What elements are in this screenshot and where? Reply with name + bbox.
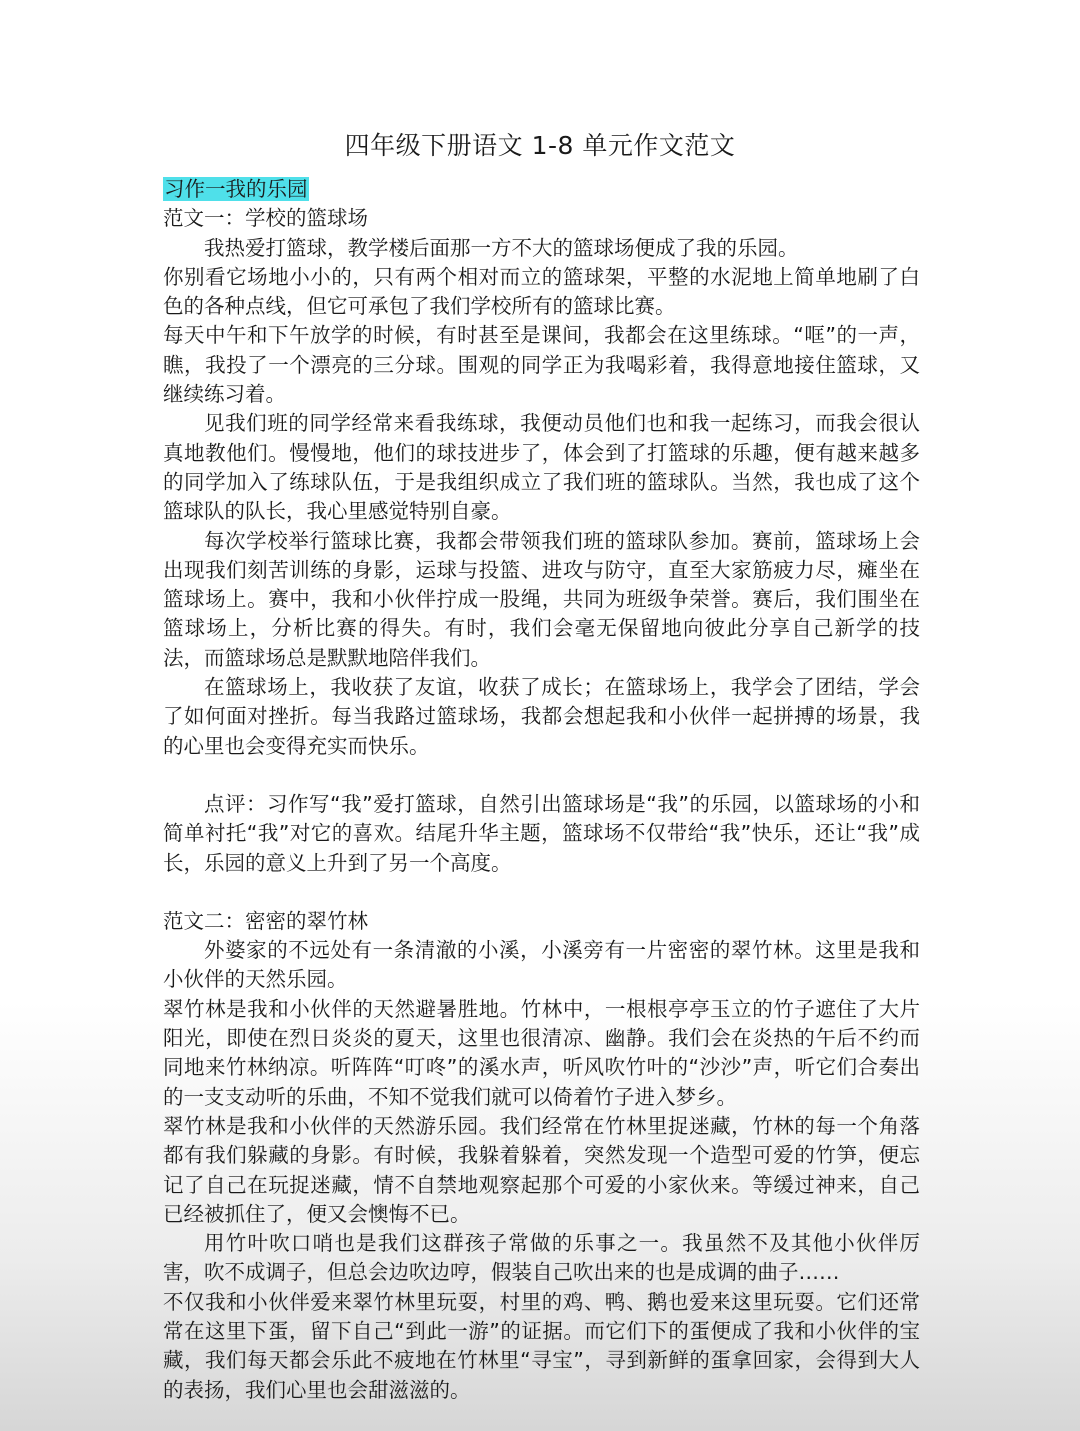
essay1-paragraph: 我热爱打篮球，教学楼后面那一方不大的篮球场便成了我的乐园。 [204, 235, 799, 260]
essay1-heading: 范文一：学校的篮球场 [163, 206, 368, 231]
essay1-paragraph: 每天中午和下午放学的时候，有时甚至是课间，我都会在这里练球。“哐”的一声，瞧，我投了一个漂亮的三分球。围观的同学正为我喝彩着，我得意地接住篮球，又继续练习着。 [163, 323, 920, 407]
essay2-heading: 范文二：密密的翠竹林 [163, 908, 368, 933]
spacer [163, 878, 920, 907]
essay1-comment: 点评：习作写“我”爱打篮球，自然引出篮球场是“我”的乐园，以篮球场的小和简单衬托“我”对它的喜欢。结尾升华主题，篮球场不仅带给“我”快乐，还让“我”成长，乐园的意义上升到了另一个高度。 [163, 791, 920, 875]
essay2-paragraph: 用竹叶吹口哨也是我们这群孩子常做的乐事之一。我虽然不及其他小伙伴厉害，吹不成调子，但总会边吹边哼，假装自己吹出来的也是成调的曲子…… [163, 1231, 920, 1285]
essay2-paragraph: 不仅我和小伙伴爱来翠竹林里玩耍，村里的鸡、鸭、鹅也爱来这里玩耍。它们还常常在这里下蛋，留下自己“到此一游”的证据。而它们下的蛋便成了我和小伙伴的宝藏，我们每天都会乐此不疲地在竹林里“寻宝”，寻到新鲜的蛋拿回家，会得到大人的表扬，我们心里也会甜滋滋的。 [163, 1289, 920, 1402]
spacer [163, 761, 920, 790]
essay2-paragraph: 翠竹林是我和小伙伴的天然游乐园。我们经常在竹林里捉迷藏，竹林的每一个角落都有我们躲藏的身影。有时候，我躲着躲着，突然发现一个造型可爱的竹笋，便忘记了自己在玩捉迷藏，情不自禁地观察起那个可爱的小家伙来。等缓过神来，自己已经被抓住了，便又会懊悔不已。 [163, 1113, 920, 1226]
essay2-paragraph: 外婆家的不远处有一条清澈的小溪，小溪旁有一片密密的翠竹林。这里是我和小伙伴的天然乐园。 [163, 938, 920, 992]
essay1-paragraph: 你别看它场地小小的，只有两个相对而立的篮球架，平整的水泥地上简单地刷了白色的各种点线，但它可承包了我们学校所有的篮球比赛。 [163, 264, 920, 319]
essay2-paragraph: 翠竹林是我和小伙伴的天然避暑胜地。竹林中，一根根亭亭玉立的竹子遮住了大片阳光，即使在烈日炎炎的夏天，这里也很清凉、幽静。我们会在炎热的午后不约而同地来竹林纳凉。听阵阵“叮咚”的溪水声，听风吹竹叶的“沙沙”声，听它们合奏出的一支支动听的乐曲，不知不觉我们就可以倚着竹子进入梦乡。 [163, 996, 920, 1109]
section-heading [163, 175, 920, 204]
highlighted-heading: 习作一我的乐园 [164, 177, 308, 201]
essay1-paragraph: 在篮球场上，我收获了友谊，收获了成长；在篮球场上，我学会了团结，学会了如何面对挫折。每当我路过篮球场，我都会想起我和小伙伴一起拼搏的场景，我的心里也会变得充实而快乐。 [163, 675, 920, 758]
document-title: 四年级下册语文 1-8 单元作文范文 [344, 131, 736, 160]
essay1-paragraph: 见我们班的同学经常来看我练球，我便动员他们也和我一起练习，而我会很认真地教他们。慢慢地，他们的球技进步了，体会到了打篮球的乐趣，便有越来越多的同学加入了练球队伍，于是我组织成立了我们班的篮球队。当然，我也成了这个篮球队的队长，我心里感觉特别自豪。 [163, 411, 920, 524]
essay1-paragraph: 每次学校举行篮球比赛，我都会带领我们班的篮球队参加。赛前，篮球场上会出现我们刻苦训练的身影，运球与投篮、进攻与防守，直至大家筋疲力尽，瘫坐在篮球场上。赛中，我和小伙伴拧成一股绳，共同为班级争荣誉。赛后，我们围坐在篮球场上，分析比赛的得失。有时，我们会毫无保留地向彼此分享自己新学的技法，而篮球场总是默默地陪伴我们。 [163, 528, 920, 670]
document-body [163, 175, 920, 1405]
